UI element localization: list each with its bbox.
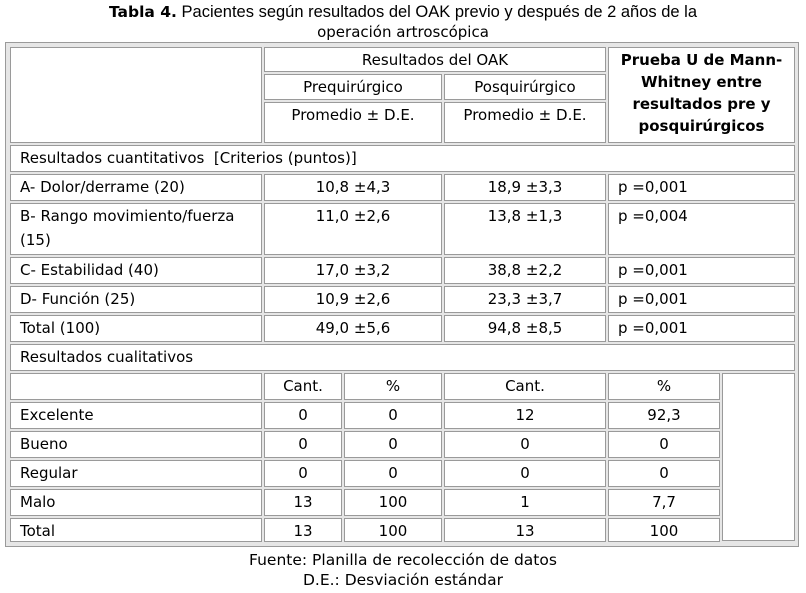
qual-row-cant-post: 0	[444, 431, 606, 458]
quant-row-pre: 10,9 ±2,6	[264, 286, 442, 313]
header-stat-post: Promedio ± D.E.	[444, 102, 606, 143]
qual-row-cant-pre: 0	[264, 402, 342, 429]
quant-row-label: D- Función (25)	[10, 286, 262, 313]
header-blank-cell	[10, 47, 262, 143]
qual-row-cant-pre: 0	[264, 460, 342, 487]
quant-row-post: 13,8 ±1,3	[444, 203, 606, 255]
qual-header-pct-pre: %	[344, 373, 442, 400]
quant-row-pre: 17,0 ±3,2	[264, 257, 442, 284]
qual-header-cant-pre: Cant.	[264, 373, 342, 400]
quant-row-p: p =0,001	[608, 315, 795, 342]
quant-row-p: p =0,001	[608, 257, 795, 284]
quant-row-post: 18,9 ±3,3	[444, 174, 606, 201]
qual-row-pct-post: 7,7	[608, 489, 720, 516]
qual-header-cant-post: Cant.	[444, 373, 606, 400]
qual-row-label: Malo	[10, 489, 262, 516]
qual-row-pct-pre: 0	[344, 431, 442, 458]
quant-row-p: p =0,001	[608, 174, 795, 201]
quant-row-label: Total (100)	[10, 315, 262, 342]
header-stat-pre: Promedio ± D.E.	[264, 102, 442, 143]
quant-row-p: p =0,001	[608, 286, 795, 313]
qual-row-cant-post: 13	[444, 518, 606, 542]
table-title: Pacientes según resultados del OAK previo y después de 2 años de la	[176, 3, 698, 21]
qual-header-pct-post: %	[608, 373, 720, 400]
quant-row-label: B- Rango movimiento/fuerza (15)	[10, 203, 262, 255]
qual-row-cant-pre: 13	[264, 518, 342, 542]
qual-row-cant-pre: 13	[264, 489, 342, 516]
qual-row-label: Bueno	[10, 431, 262, 458]
header-mann-whitney: Prueba U de Mann-Whitney entre resultados pre y posquirúrgicos	[608, 47, 795, 143]
qual-extra-column	[722, 373, 795, 541]
qual-row-pct-pre: 100	[344, 489, 442, 516]
table-label: Tabla 4.	[108, 3, 177, 21]
quant-row-post: 38,8 ±2,2	[444, 257, 606, 284]
qual-row-cant-pre: 0	[264, 431, 342, 458]
results-table	[5, 42, 799, 547]
section-quantitative: Resultados cuantitativos [Criterios (puntos)]	[10, 145, 795, 172]
qual-row-label: Regular	[10, 460, 262, 487]
header-prequirurgico: Prequirúrgico	[264, 74, 442, 100]
qual-header-blank	[10, 373, 262, 400]
quant-row-label: A- Dolor/derrame (20)	[10, 174, 262, 201]
quant-row-label: C- Estabilidad (40)	[10, 257, 262, 284]
footnote-source: Fuente: Planilla de recolección de datos	[249, 551, 557, 569]
quant-row-post: 23,3 ±3,7	[444, 286, 606, 313]
header-group-oak: Resultados del OAK	[264, 47, 606, 72]
qual-row-pct-pre: 100	[344, 518, 442, 542]
table-title-line2: operación artroscópica	[317, 23, 489, 41]
qual-row-pct-post: 0	[608, 431, 720, 458]
footnote-abbreviation: D.E.: Desviación estándar	[302, 571, 504, 589]
table-caption	[0, 2, 806, 42]
qual-row-pct-post: 100	[608, 518, 720, 542]
qual-row-pct-pre: 0	[344, 460, 442, 487]
qual-row-label: Excelente	[10, 402, 262, 429]
qual-row-pct-post: 92,3	[608, 402, 720, 429]
qual-row-pct-pre: 0	[344, 402, 442, 429]
quant-row-post: 94,8 ±8,5	[444, 315, 606, 342]
qual-row-pct-post: 0	[608, 460, 720, 487]
quant-row-p: p =0,004	[608, 203, 795, 255]
quant-row-pre: 10,8 ±4,3	[264, 174, 442, 201]
quant-row-pre: 11,0 ±2,6	[264, 203, 442, 255]
quant-row-pre: 49,0 ±5,6	[264, 315, 442, 342]
qual-row-label: Total	[10, 518, 262, 542]
qual-row-cant-post: 1	[444, 489, 606, 516]
qual-row-cant-post: 0	[444, 460, 606, 487]
header-posquirurgico: Posquirúrgico	[444, 74, 606, 100]
qual-row-cant-post: 12	[444, 402, 606, 429]
section-qualitative: Resultados cualitativos	[10, 344, 795, 371]
